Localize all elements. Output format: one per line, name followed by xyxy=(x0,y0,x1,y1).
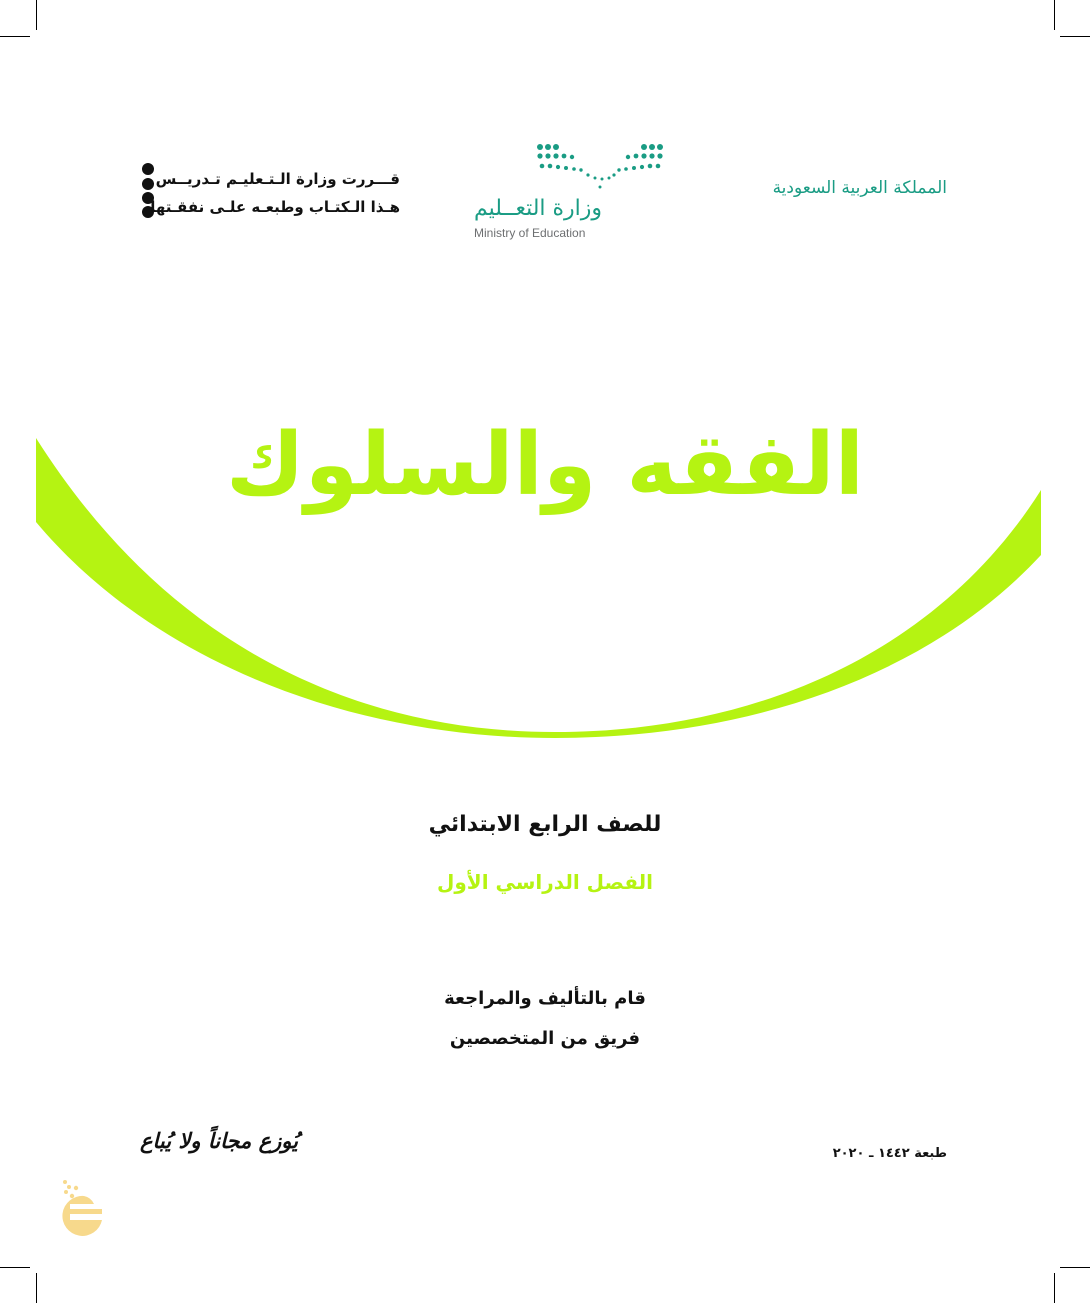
book-title: الفقه والسلوك xyxy=(225,415,865,515)
crop-mark-bottom-right-v xyxy=(1054,1273,1055,1303)
crop-mark-top-left-v xyxy=(36,0,37,30)
authors-line-2: فريق من المتخصصين xyxy=(449,1028,641,1049)
kingdom-name: المملكة العربية السعودية xyxy=(772,178,947,198)
edition-year: طبعة ١٤٤٢ ـ ٢٠٢٠ xyxy=(832,1146,947,1161)
crop-mark-bottom-right-h xyxy=(1060,1267,1090,1268)
free-distribution-note: يُوزع مجاناً ولا يُباع xyxy=(140,1128,298,1153)
decree-line-1: قـــررت وزارة الـتـعليـم تـدريــس xyxy=(155,170,400,188)
ministry-name-arabic: وزارة التعــليم xyxy=(474,196,603,221)
watermark-logo-icon xyxy=(56,1178,106,1238)
crop-mark-top-right-v xyxy=(1054,0,1055,30)
crop-mark-bottom-left-h xyxy=(0,1267,30,1268)
crop-mark-top-right-h xyxy=(1060,36,1090,37)
crop-mark-bottom-left-v xyxy=(36,1273,37,1303)
semester: الفصل الدراسي الأول xyxy=(437,870,653,894)
decree-line-2: هـذا الـكتـاب وطبعـه علـى نفقـتها xyxy=(150,198,400,216)
ministry-name-english: Ministry of Education xyxy=(474,226,586,240)
crop-mark-top-left-h xyxy=(0,36,30,37)
grade-level: للصف الرابع الابتدائي xyxy=(428,812,662,837)
authors-line-1: قام بالتأليف والمراجعة xyxy=(444,988,646,1009)
ministry-logo-icon xyxy=(534,142,670,190)
